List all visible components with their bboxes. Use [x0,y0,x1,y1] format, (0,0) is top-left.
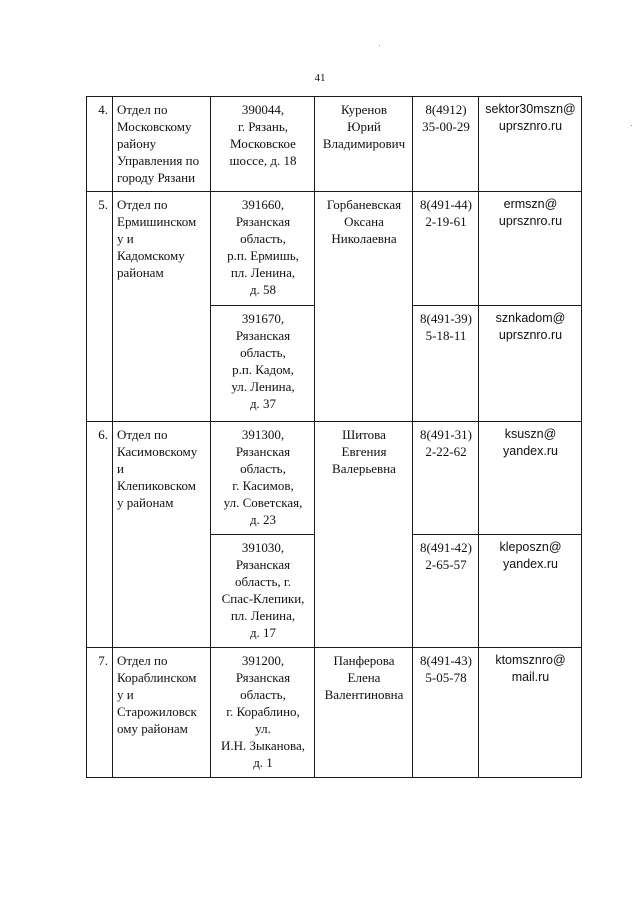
address: 391670, Рязанская область, р.п. Кадом, ул. Ленина, д. 37 [211,306,315,422]
row-number: 6. [87,422,113,648]
email: kleposzn@ yandex.ru [479,535,582,648]
page-number: 41 [314,72,326,84]
address: 391200, Рязанская область, г. Кораблино, ул. И.Н. Зыканова, д. 1 [211,648,315,778]
address: 391300, Рязанская область, г. Касимов, ул. Советская, д. 23 [211,422,315,535]
phone: 8(491-44) 2-19-61 [413,192,479,306]
head-name: Панферова Елена Валентиновна [315,648,413,778]
email: ktomsznro@ mail.ru [479,648,582,778]
scan-speck: · [378,40,381,50]
phone: 8(491-39) 5-18-11 [413,306,479,422]
phone: 8(491-31) 2-22-62 [413,422,479,535]
email: sektor30mszn@ uprsznro.ru [479,97,582,192]
address: 391660, Рязанская область, р.п. Ермишь, пл. Ленина, д. 58 [211,192,315,306]
email: ksuszn@ yandex.ru [479,422,582,535]
row-number: 4. [87,97,113,192]
phone: 8(491-42) 2-65-57 [413,535,479,648]
email: sznkadom@ uprsznro.ru [479,306,582,422]
department-name: Отдел по Ермишинском у и Кадомскому районам [113,192,211,422]
address: 391030, Рязанская область, г. Спас-Клепики, пл. Ленина, д. 17 [211,535,315,648]
head-name: Горбаневская Оксана Николаевна [315,192,413,422]
table-row [87,192,582,306]
head-name: Куренов Юрий Владимирович [315,97,413,192]
scan-speck: · [630,120,633,130]
table-row [87,648,582,778]
department-name: Отдел по Московскому району Управления по городу Рязани [113,97,211,192]
table-row [87,422,582,535]
table-row [87,97,582,192]
phone: 8(4912) 35-00-29 [413,97,479,192]
contacts-table [86,96,582,778]
department-name: Отдел по Кораблинском у и Старожиловск ому районам [113,648,211,778]
head-name: Шитова Евгения Валерьевна [315,422,413,648]
address: 390044, г. Рязань, Московское шоссе, д. 18 [211,97,315,192]
row-number: 5. [87,192,113,422]
phone: 8(491-43) 5-05-78 [413,648,479,778]
row-number: 7. [87,648,113,778]
department-name: Отдел по Касимовскому и Клепиковском у районам [113,422,211,648]
email: ermszn@ uprsznro.ru [479,192,582,306]
